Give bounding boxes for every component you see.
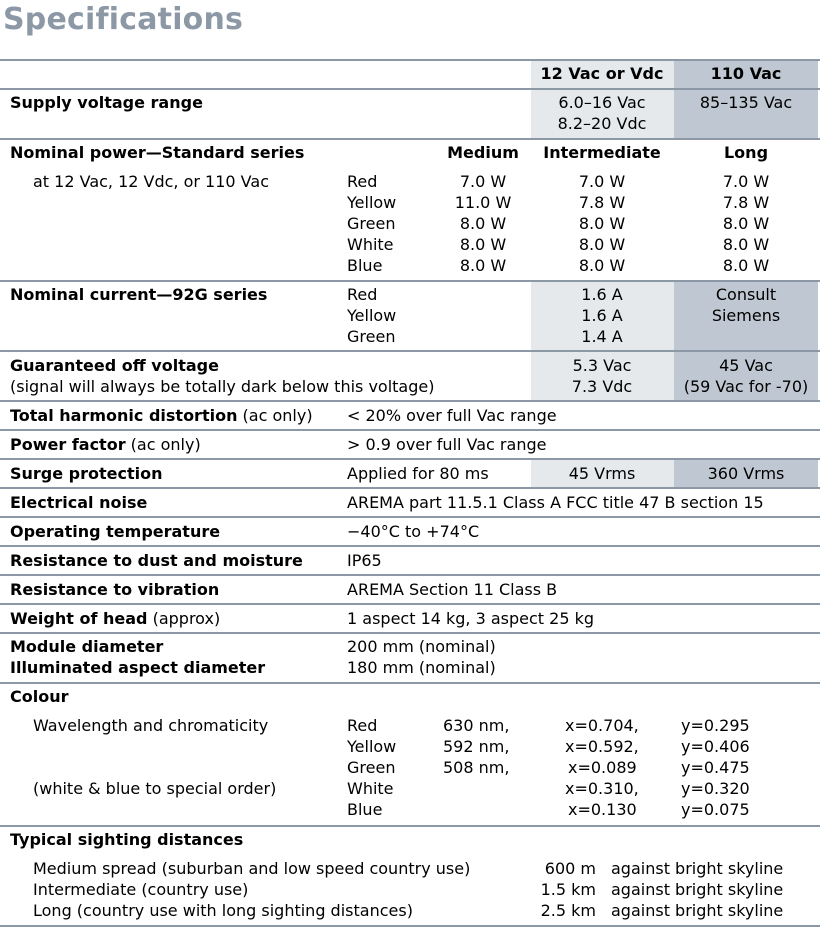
pf-label-row xyxy=(10,434,201,455)
surge-12: 45 Vrms xyxy=(568,464,636,483)
offv-12-vdc: 7.3 Vdc xyxy=(571,377,633,396)
colour-y: y=0.320 xyxy=(681,779,750,798)
current-value: 1.4 A xyxy=(581,327,623,346)
rule xyxy=(0,603,820,605)
current-color: Green xyxy=(347,327,396,346)
colour-sub2: (white & blue to special order) xyxy=(33,779,277,798)
power-intermediate: 7.8 W xyxy=(578,193,626,212)
sighting-desc: Medium spread (suburban and low speed country use) xyxy=(33,859,471,878)
weight-qualifier: (approx) xyxy=(147,609,221,628)
power-color: Green xyxy=(347,214,396,233)
module-value: 200 mm (nominal) xyxy=(347,637,496,656)
surge-110: 360 Vrms xyxy=(707,464,785,483)
current-110-line1: Consult xyxy=(715,285,777,304)
weight-label-row xyxy=(10,608,220,629)
noise-value: AREMA part 11.5.1 Class A FCC title 47 B section 15 xyxy=(347,493,764,512)
rule xyxy=(0,400,820,402)
sighting-note: against bright skyline xyxy=(611,859,784,878)
colour-sub1: Wavelength and chromaticity xyxy=(33,716,269,735)
supply-label: Supply voltage range xyxy=(10,93,203,112)
sighting-desc: Long (country use with long sighting distances) xyxy=(33,901,413,920)
current-110-line2: Siemens xyxy=(711,306,781,325)
power-intermediate: 8.0 W xyxy=(578,256,626,275)
rule xyxy=(0,350,820,352)
vib-value: AREMA Section 11 Class B xyxy=(347,580,558,599)
power-medium: 8.0 W xyxy=(459,214,507,233)
colour-name: Blue xyxy=(347,800,383,819)
supply-110: 85–135 Vac xyxy=(699,93,793,112)
temp-value: −40°C to +74°C xyxy=(347,522,480,541)
rule xyxy=(0,632,820,634)
supply-12-vac: 6.0–16 Vac xyxy=(558,93,646,112)
aspect-label: Illuminated aspect diameter xyxy=(10,658,266,677)
rule xyxy=(0,458,820,460)
page-title: Specifications xyxy=(3,2,244,37)
dust-label: Resistance to dust and moisture xyxy=(10,551,303,570)
surge-label: Surge protection xyxy=(10,464,163,483)
current-color: Yellow xyxy=(347,306,397,325)
rule xyxy=(0,429,820,431)
current-value: 1.6 A xyxy=(581,306,623,325)
rule xyxy=(0,88,820,90)
module-label: Module diameter xyxy=(10,637,164,656)
offv-110-line1: 45 Vac xyxy=(719,356,773,375)
power-color: Yellow xyxy=(347,193,397,212)
colour-y: y=0.406 xyxy=(681,737,750,756)
thd-qualifier: (ac only) xyxy=(237,406,313,425)
col-110-header: 110 Vac xyxy=(710,64,782,83)
rule xyxy=(0,574,820,576)
power-medium: 8.0 W xyxy=(459,256,507,275)
rule xyxy=(0,682,820,684)
colour-x: x=0.089 xyxy=(568,758,637,777)
weight-value: 1 aspect 14 kg, 3 aspect 25 kg xyxy=(347,609,595,628)
rule xyxy=(0,925,820,927)
power-long: 8.0 W xyxy=(722,256,770,275)
sighting-dist: 2.5 km xyxy=(540,901,596,920)
rule xyxy=(0,138,820,140)
power-h-medium: Medium xyxy=(447,143,519,162)
noise-label: Electrical noise xyxy=(10,493,148,512)
offv-110-line2: (59 Vac for -70) xyxy=(683,377,809,396)
power-h-intermediate: Intermediate xyxy=(543,143,661,162)
rule xyxy=(0,59,820,61)
rule xyxy=(0,516,820,518)
col-12-header: 12 Vac or Vdc xyxy=(540,64,664,83)
power-intermediate: 8.0 W xyxy=(578,235,626,254)
colour-name: White xyxy=(347,779,394,798)
power-intermediate: 8.0 W xyxy=(578,214,626,233)
offv-note: (signal will always be totally dark below this voltage) xyxy=(10,377,435,396)
power-color: White xyxy=(347,235,394,254)
power-medium: 7.0 W xyxy=(459,172,507,191)
surge-value: Applied for 80 ms xyxy=(347,464,489,483)
rule xyxy=(0,825,820,827)
current-color: Red xyxy=(347,285,378,304)
pf-label: Power factor xyxy=(10,435,126,454)
sighting-dist: 600 m xyxy=(544,859,596,878)
colour-name: Green xyxy=(347,758,396,777)
rule xyxy=(0,280,820,282)
temp-label: Operating temperature xyxy=(10,522,221,541)
power-long: 8.0 W xyxy=(722,214,770,233)
thd-label: Total harmonic distortion xyxy=(10,406,238,425)
power-sublabel: at 12 Vac, 12 Vdc, or 110 Vac xyxy=(33,172,269,191)
power-color: Red xyxy=(347,172,378,191)
colour-label: Colour xyxy=(10,687,69,706)
power-long: 8.0 W xyxy=(722,235,770,254)
colour-y: y=0.075 xyxy=(681,800,750,819)
thd-label-row xyxy=(10,405,313,426)
colour-name: Red xyxy=(347,716,378,735)
vib-label: Resistance to vibration xyxy=(10,580,220,599)
rule xyxy=(0,545,820,547)
sighting-label: Typical sighting distances xyxy=(10,830,244,849)
colour-wavelength: 508 nm, xyxy=(443,758,510,777)
pf-qualifier: (ac only) xyxy=(125,435,201,454)
supply-12-vdc: 8.2–20 Vdc xyxy=(557,114,647,133)
offv-12-vac: 5.3 Vac xyxy=(572,356,632,375)
colour-wavelength: 630 nm, xyxy=(443,716,510,735)
sighting-desc: Intermediate (country use) xyxy=(33,880,249,899)
colour-x: x=0.310, xyxy=(565,779,639,798)
colour-x: x=0.704, xyxy=(565,716,639,735)
thd-value: < 20% over full Vac range xyxy=(347,406,557,425)
colour-x: x=0.130 xyxy=(568,800,637,819)
colour-wavelength: 592 nm, xyxy=(443,737,510,756)
colour-name: Yellow xyxy=(347,737,397,756)
power-intermediate: 7.0 W xyxy=(578,172,626,191)
sighting-note: against bright skyline xyxy=(611,880,784,899)
aspect-value: 180 mm (nominal) xyxy=(347,658,496,677)
power-medium: 11.0 W xyxy=(454,193,512,212)
pf-value: > 0.9 over full Vac range xyxy=(347,435,547,454)
power-long: 7.8 W xyxy=(722,193,770,212)
offv-label: Guaranteed off voltage xyxy=(10,356,219,375)
colour-y: y=0.295 xyxy=(681,716,750,735)
dust-value: IP65 xyxy=(347,551,382,570)
power-color: Blue xyxy=(347,256,383,275)
colour-x: x=0.592, xyxy=(565,737,639,756)
weight-label: Weight of head xyxy=(10,609,148,628)
sighting-dist: 1.5 km xyxy=(540,880,596,899)
current-value: 1.6 A xyxy=(581,285,623,304)
colour-y: y=0.475 xyxy=(681,758,750,777)
power-long: 7.0 W xyxy=(722,172,770,191)
sighting-note: against bright skyline xyxy=(611,901,784,920)
rule xyxy=(0,487,820,489)
power-medium: 8.0 W xyxy=(459,235,507,254)
power-label: Nominal power—Standard series xyxy=(10,143,305,162)
power-h-long: Long xyxy=(723,143,769,162)
current-label: Nominal current—92G series xyxy=(10,285,268,304)
